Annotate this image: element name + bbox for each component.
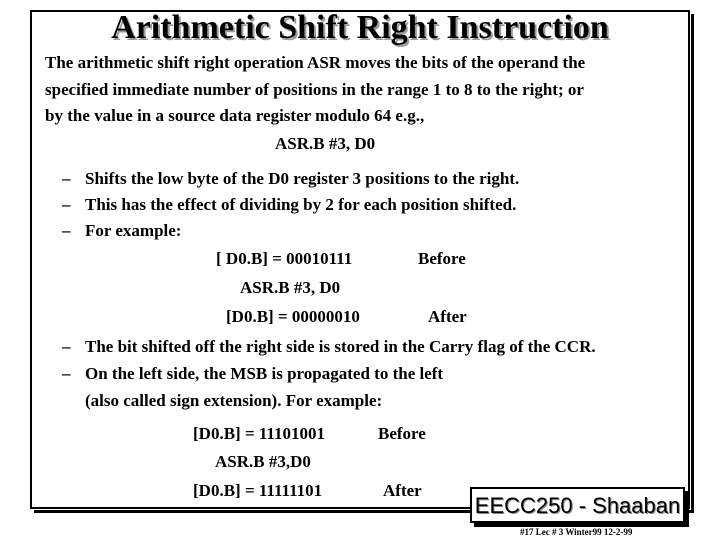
example1-after-label: After [428, 307, 467, 326]
intro-example-instruction: ASR.B #3, D0 [275, 134, 376, 153]
example1-instruction: ASR.B #3, D0 [240, 278, 341, 297]
slide-title: Arithmetic Shift Right Instruction [111, 9, 609, 46]
bullet-marker: – [62, 169, 71, 188]
course-logo-text: EECC250 - Shaaban [474, 493, 681, 518]
intro-line-1: The arithmetic shift right operation ASR moves the bits of the operand the [45, 53, 586, 72]
bullet-marker: – [62, 364, 71, 383]
bullet-5: On the left side, the MSB is propagated to the left [85, 364, 444, 383]
bullet-3: For example: [85, 221, 182, 240]
bullet-1: Shifts the low byte of the D0 register 3 positions to the right. [85, 169, 520, 188]
intro-line-3: by the value in a source data register modulo 64 e.g., [45, 106, 425, 125]
bullet-marker: – [62, 221, 71, 240]
example1-before-value: [ D0.B] = 00010111 [216, 249, 353, 268]
slide-footer: #17 Lec # 3 Winter99 12-2-99 [520, 527, 633, 537]
bullet-5-continuation: (also called sign extension). For example: [85, 391, 383, 410]
example1-after-value: [D0.B] = 00000010 [226, 307, 360, 326]
course-logo-box [470, 487, 685, 523]
example2-before-value: [D0.B] = 11101001 [193, 424, 325, 443]
example2-after-value: [D0.B] = 11111101 [193, 481, 323, 500]
example2-after-label: After [383, 481, 422, 500]
bullet-marker: – [62, 195, 71, 214]
bullet-marker: – [62, 337, 71, 356]
example2-before-label: Before [378, 424, 426, 443]
intro-line-2: specified immediate number of positions in the range 1 to 8 to the right; or [45, 80, 584, 99]
example1-before-label: Before [418, 249, 466, 268]
bullet-2: This has the effect of dividing by 2 for each position shifted. [85, 195, 517, 214]
bullet-4: The bit shifted off the right side is stored in the Carry flag of the CCR. [85, 337, 596, 356]
example2-instruction: ASR.B #3,D0 [215, 452, 311, 471]
